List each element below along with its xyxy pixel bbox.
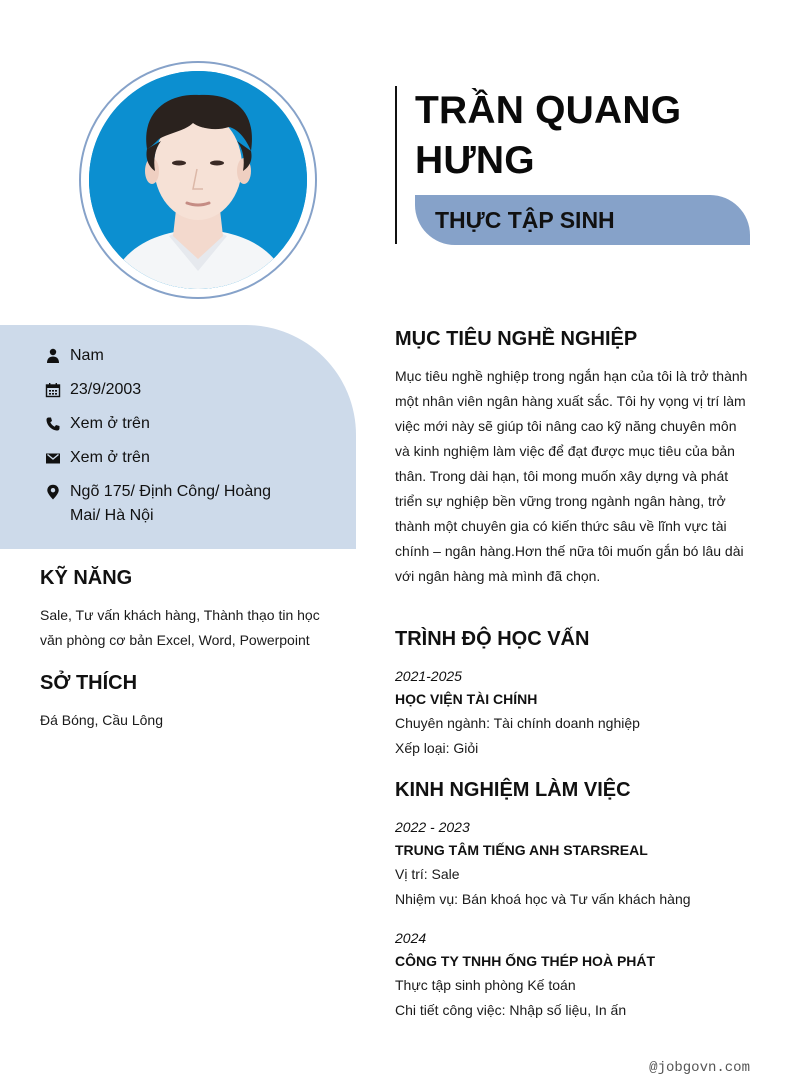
- contact-email: Xem ở trên: [44, 446, 290, 470]
- experience-company: TRUNG TÂM TIẾNG ANH STARSREAL: [395, 842, 648, 858]
- experience-line: Thực tập sinh phòng Kế toán: [395, 977, 576, 993]
- hobbies-heading: SỞ THÍCH: [40, 672, 138, 694]
- contact-phone: Xem ở trên: [44, 412, 290, 436]
- avatar-frame: [79, 61, 317, 299]
- person-icon: [44, 344, 62, 368]
- accent-divider: [395, 86, 397, 244]
- contact-birthdate: 23/9/2003: [44, 378, 290, 402]
- skills-heading: KỸ NĂNG: [40, 567, 133, 589]
- experience-date: 2022 - 2023: [395, 819, 470, 835]
- watermark: @jobgovn.com: [649, 1060, 750, 1076]
- experience-heading: KINH NGHIỆM LÀM VIỆC: [395, 779, 631, 801]
- skills-text: Sale, Tư vấn khách hàng, Thành thạo tin học văn phòng cơ bản Excel, Word, Powerpoint: [40, 607, 320, 648]
- mail-icon: [44, 446, 62, 470]
- location-pin-icon: [44, 480, 62, 504]
- experience-line: Nhiệm vụ: Bán khoá học và Tư vấn khách hàng: [395, 891, 691, 907]
- experience-line: Vị trí: Sale: [395, 866, 460, 882]
- portrait-photo: [89, 71, 307, 289]
- hobbies-text: Đá Bóng, Cầu Lông: [40, 712, 163, 728]
- phone-icon: [44, 412, 62, 436]
- avatar: [89, 71, 307, 289]
- education-heading: TRÌNH ĐỘ HỌC VẤN: [395, 628, 590, 650]
- education-date: 2021-2025: [395, 668, 462, 684]
- education-school: HỌC VIỆN TÀI CHÍNH: [395, 691, 538, 707]
- contact-address: Ngõ 175/ Định Công/ Hoàng Mai/ Hà Nội: [44, 480, 290, 528]
- experience-line: Chi tiết công việc: Nhập số liệu, In ấn: [395, 1002, 627, 1018]
- experience-company: CÔNG TY TNHH ỐNG THÉP HOÀ PHÁT: [395, 953, 656, 969]
- role-badge: [415, 195, 750, 245]
- experience-date: 2024: [395, 930, 427, 946]
- contact-gender: Nam: [44, 344, 290, 368]
- education-grade: Xếp loại: Giỏi: [395, 740, 479, 756]
- objective-heading: MỤC TIÊU NGHỀ NGHIỆP: [395, 328, 638, 350]
- role-title: THỰC TẬP SINH: [435, 207, 615, 233]
- calendar-icon: [44, 378, 62, 402]
- education-major: Chuyên ngành: Tài chính doanh nghiệp: [395, 715, 640, 731]
- full-name: TRẦN QUANG HƯNG: [415, 89, 682, 182]
- objective-text: Mục tiêu nghề nghiệp trong ngắn hạn của tôi là trở thành một nhân viên ngân hàng xuất sắc. Tôi hy vọng vị trí làm việc mới này sẽ giúp tôi nâng cao kỹ năng chuyên môn và kinh nghiệm làm việc để đạt được mục tiêu của bản thân. Trong dài hạn, tôi mong muốn xây dựng và phát triển sự nghiệp bền vững trong ngành ngân hàng, trở thành một chuyên gia có kiến thức sâu về lĩnh vực tài chính – ngân hàng.Hơn thế nữa tôi muốn gắn bó lâu dài với ngân hàng mà mình đã chọn.: [395, 368, 748, 584]
